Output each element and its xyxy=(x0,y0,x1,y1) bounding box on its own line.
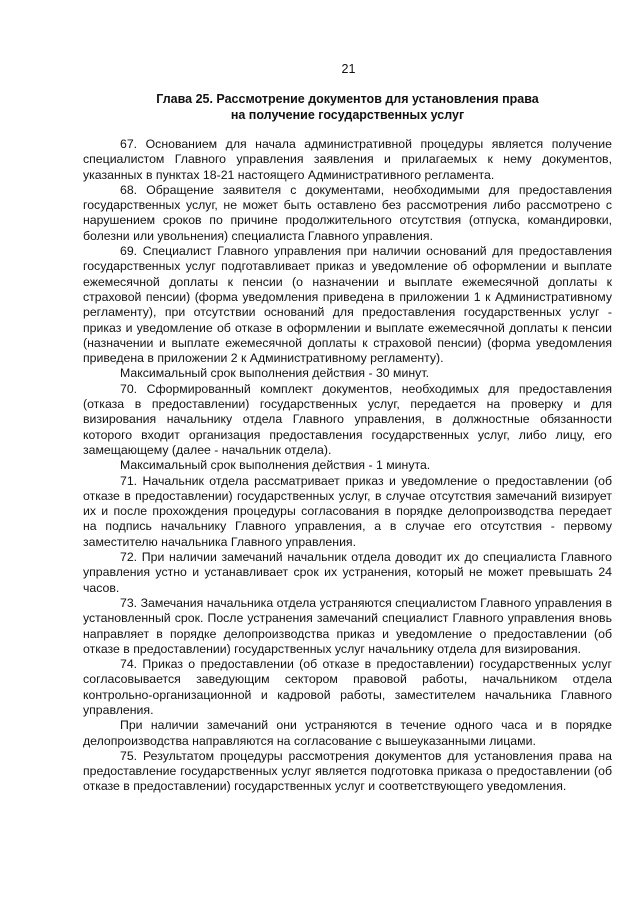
paragraph-73: 73. Замечания начальника отдела устраняются специалистом Главного управления в установленный срок. После устранения замечаний специалист Главного управления вновь направляет в порядке делопроизводства приказ и уведомление о предоставлении (об отказе в предоставлении) государственных услуг начальнику отдела для визирования. xyxy=(83,595,612,656)
paragraph-74: 74. Приказ о предоставлении (об отказе в предоставлении) государственных услуг согласовывается заведующим сектором правовой работы, начальником отдела контрольно-организационной и кадровой работы, заместителем начальника Главного управления. xyxy=(83,657,612,717)
paragraph-74-remarks: При наличии замечаний они устраняются в течение одного часа и в порядке делопроизводства направляются на согласование с вышеуказанными лицами. xyxy=(83,718,612,748)
paragraph-71: 71. Начальник отдела рассматривает приказ и уведомление о предоставлении (об отказе в предоставлении) государственных услуг, в случае отсутствия замечаний визирует их и после прохождения процедуры согласования в порядке делопроизводства передает на подпись начальнику Главного управления, а в случае его отсутствия - первому заместителю начальника Главного управления. xyxy=(83,473,612,549)
paragraph-67: 67. Основанием для начала административной процедуры является получение специалистом Главного управления заявления и прилагаемых к нему документов, указанных в пунктах 18-21 настоящего Административного регламента. xyxy=(83,137,612,182)
paragraph-69: 69. Специалист Главного управления при наличии оснований для предоставления государственных услуг подготавливает приказ и уведомление об оформлении и выплате ежемесячной доплаты к пенсии (о назначении и выплате ежемесячной доплаты к страховой пенсии) (форма уведомления приведена в приложении 1 к Административному регламенту), при отсутствии оснований для предоставления государственных услуг - приказ и уведомление об отказе в оформлении и выплате ежемесячной доплаты к пенсии (назначении и выплате ежемесячной доплаты к страховой пенсии) (форма уведомления приведена в приложении 2 к Административному регламенту). xyxy=(83,244,612,366)
chapter-title-line-1: Глава 25. Рассмотрение документов для установления права xyxy=(156,92,539,106)
paragraph-75: 75. Результатом процедуры рассмотрения документов для установления права на предоставление государственных услуг является подготовка приказа о предоставлении (об отказе в предоставлении) государственных услуг и соответствующего уведомления. xyxy=(83,748,612,794)
paragraph-70-max-time: Максимальный срок выполнения действия - 1 минута. xyxy=(120,458,431,473)
chapter-title xyxy=(83,92,612,123)
paragraph-70: 70. Сформированный комплект документов, необходимых для предоставления (отказа в предоставлении) государственных услуг, передается на проверку и для визирования начальнику отдела Главного управления, в должностные обязанности которого входит организация предоставления государственных услуг, либо лицу, его замещающему (далее - начальник отдела). xyxy=(83,381,612,457)
body-text xyxy=(83,137,612,795)
paragraph-69-max-time: Максимальный срок выполнения действия - 30 минут. xyxy=(120,366,430,381)
chapter-title-line-2: на получение государственных услуг xyxy=(230,107,465,122)
page-number: 21 xyxy=(341,62,356,76)
paragraph-68: 68. Обращение заявителя с документами, необходимыми для предоставления государственных услуг, не может быть оставлено без рассмотрения либо рассмотрено с нарушением сроков по причине продолжительного отсутствия (отпуска, командировки, болезни или увольнения) специалиста Главного управления. xyxy=(83,182,612,243)
paragraph-72: 72. При наличии замечаний начальник отдела доводит их до специалиста Главного управления устно и устанавливает срок их устранения, который не может превышать 24 часов. xyxy=(83,550,612,595)
